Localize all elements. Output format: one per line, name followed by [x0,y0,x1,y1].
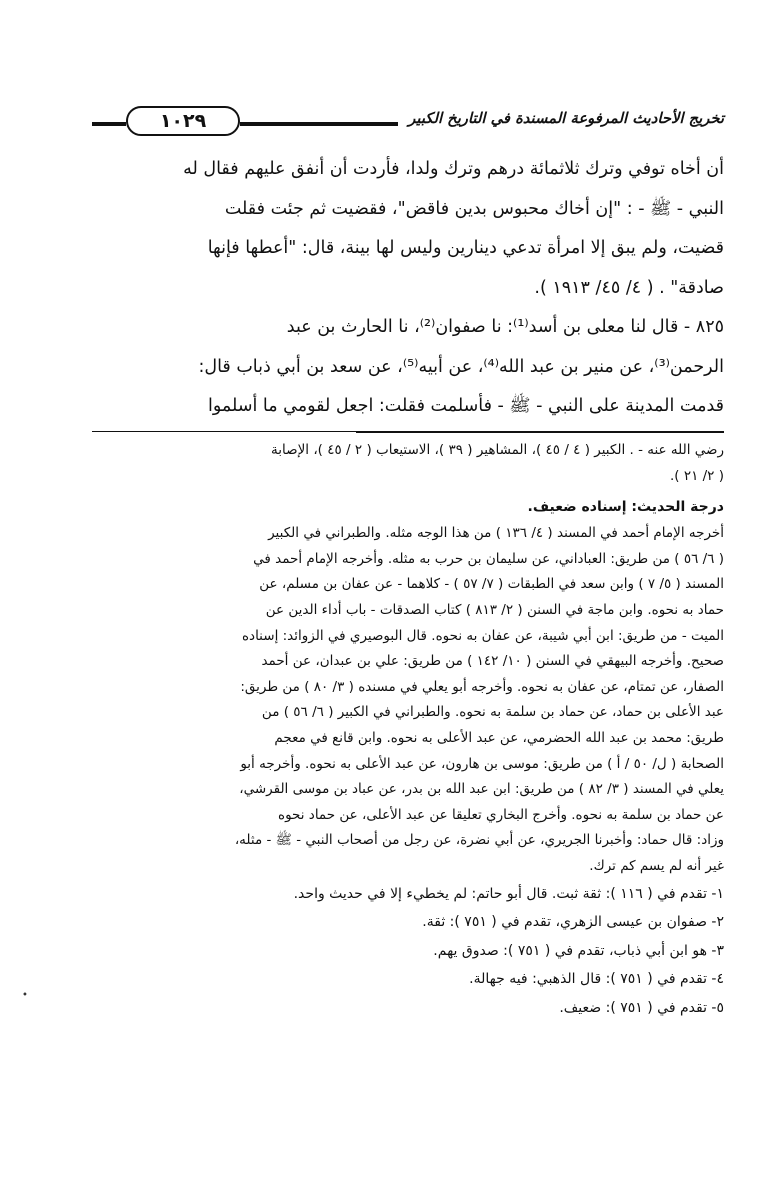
narrator-note: ٢- صفوان بن عيسى الزهري، تقدم في ( ٧٥١ ): ثقة. [422,914,724,931]
main-text [92,150,724,427]
main-line: النبي - ﷺ - : "إن أخاك محبوس بدين فاقض"، فقضيت ثم جئت فقلت [224,198,724,219]
footnote-divider [92,431,724,432]
takhrij-line: صحيح. وأخرجه البيهقي في السنن ( ١٠/ ١٤٢ ) من طريق: علي بن عبدان، عن أحمد [261,653,724,670]
footnote-continuation: ( ٢/ ٢١ ). [669,467,724,484]
takhrij-line: ( ٦/ ٥٦ ) من طريق: العباداني، عن سليمان بن حرب به مثله. وأخرجه الإمام أحمد في [253,550,724,567]
takhrij-line: المسند ( ٥/ ٧ ) وابن سعد في الطبقات ( ٧/ ٥٧ ) - كلاهما - عن عفان بن مسلم، عن [259,576,724,593]
header-rule-right [240,122,398,126]
narrator-note: ٥- تقدم في ( ٧٥١ ): ضعيف. [559,999,724,1016]
narrator-note: ٤- تقدم في ( ٧٥١ ): قال الذهبي: فيه جهالة. [469,971,724,988]
takhrij-line: حماد به نحوه. وابن ماجة في السنن ( ٢/ ٨١٣ ) كتاب الصدقات - باب أداء الدين عن [265,601,724,618]
page-header [92,104,724,144]
grade-heading: درجة الحديث: إسناده ضعيف. [527,499,724,516]
takhrij-line: طريق: محمد بن عبد الله الحضرمي، عن عبد الأعلى به نحوه. وابن قانع في معجم [274,729,724,746]
main-line: قضيت، ولم يبق إلا امرأة تدعي دينارين وليس لها بينة، قال: "أعطها فإنها [207,238,724,258]
narrator-note: ١- تقدم في ( ١١٦ ): ثقة ثبت. قال أبو حاتم: لم يخطيء إلا في حديث واحد. [293,885,724,902]
hadith-825-line: الرحمن⁽³⁾، عن منير بن عبد الله⁽⁴⁾، عن أبيه⁽⁵⁾، عن سعد بن أبي ذباب قال: [198,356,724,377]
hadith-825-line: ٨٢٥ - قال لنا معلى بن أسد⁽¹⁾: نا صفوان⁽²⁾، نا الحارث بن عبد [286,317,724,337]
takhrij-line: الميت - من طريق: ابن أبي شيبة، عن عفان به نحوه. قال البوصيري في الزوائد: إسناده [241,627,724,644]
takhrij-line: يعلي في المسند ( ٣/ ٨٢ ) من طريق: ابن عبد الله بن بدر، عن عباد بن موسى القرشي، [239,781,724,798]
main-line: صادقة" . ( ٤/ ٤٥/ ١٩١٣ ). [534,277,724,298]
takhrij-line: الصفار، عن تمتام، عن عفان به نحوه. وأخرجه أبو يعلي في مسنده ( ٣/ ٨٠ ) من طريق: [240,678,724,695]
takhrij-line: عبد الأعلى بن حماد، عن حماد بن سلمة به نحوه. والطبراني في الكبير ( ٦/ ٥٦ ) من [261,704,724,721]
footnote-continuation: رضي الله عنه - . الكبير ( ٤ / ٤٥ )، المشاهير ( ٣٩ )، الاستيعاب ( ٢ / ٤٥ )، الإصابة [271,442,724,458]
margin-mark: • [22,990,28,1001]
takhrij-line: غير أنه لم يسم كم ترك. [589,857,724,874]
takhrij-line: وزاد: قال حماد: وأخبرنا الجريري، عن أبي نضرة، عن رجل من أصحاب النبي - ﷺ - مثله، [234,832,724,849]
narrator-note: ٣- هو ابن أبي ذباب، تقدم في ( ٧٥١ ): صدوق يهم. [433,942,724,959]
footnotes [92,438,724,1022]
page-number: ١٠٢٩ [126,106,240,136]
takhrij-line: عن حماد بن سلمة به نحوه. وأخرج البخاري تعليقا عن عبد الأعلى، عن حماد نحوه [278,806,724,823]
takhrij-line: أخرجه الإمام أحمد في المسند ( ٤/ ١٣٦ ) من هذا الوجه مثله. والطبراني في الكبير [268,525,724,542]
takhrij-line: الصحابة ( ل/ ٥٠ / أ ) من طريق: موسى بن هارون، عن عبد الأعلى به نحوه. وأخرجه أبو [240,755,724,772]
hadith-825-line: قدمت المدينة على النبي - ﷺ - فأسلمت فقلت: اجعل لقومي ما أسلموا [208,396,724,416]
main-line: أن أخاه توفي وترك ثلاثمائة درهم وترك ولدا، فأردت أن أنفق عليهم فقال له [183,159,724,179]
running-title: تخريج الأحاديث المرفوعة المسندة في التاريخ الكبير [408,110,724,127]
header-rule-left [92,122,126,126]
